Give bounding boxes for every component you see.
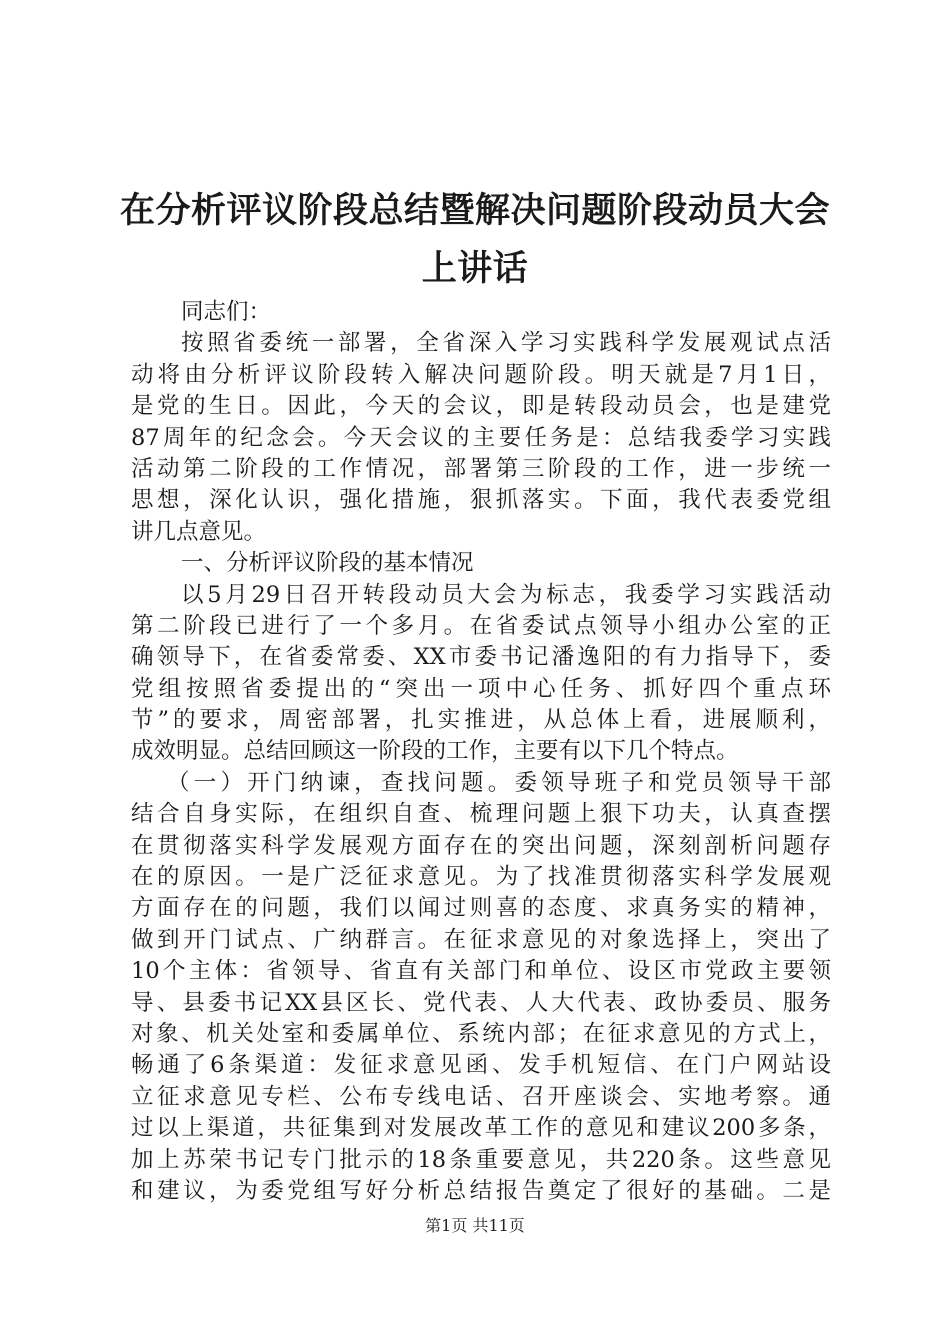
text-line: 同志们： (181, 299, 272, 325)
text-line: 过以上渠道，共征集到对发展改革工作的意见和建议200多条， (131, 1115, 831, 1142)
text-line: 思想，深化认识，强化措施，狠抓落实。下面，我代表委党组 (131, 487, 831, 514)
text-line: 做到开门试点、广纳群言。在征求意见的对象选择上，突出了 (131, 926, 831, 953)
text-line: 87周年的纪念会。今天会议的主要任务是：总结我委学习实践 (131, 424, 831, 451)
title-line-2: 上讲话 (421, 249, 529, 289)
document-body (131, 297, 831, 1207)
document-title (110, 182, 840, 298)
text-line: 对象、机关处室和委属单位、系统内部；在征求意见的方式上， (131, 1020, 831, 1047)
text-line: 一、分析评议阶段的基本情况 (181, 550, 474, 577)
text-line: 第二阶段已进行了一个多月。在省委试点领导小组办公室的正 (131, 612, 831, 639)
text-line: 成效明显。总结回顾这一阶段的工作，主要有以下几个特点。 (131, 738, 739, 765)
text-line: 按照省委统一部署，全省深入学习实践科学发展观试点活 (181, 330, 831, 357)
page-footer: 第1页 共11页 (425, 1216, 525, 1235)
text-line: 以5月29日召开转段动员大会为标志，我委学习实践活动 (181, 581, 831, 608)
text-line: 和建议，为委党组写好分析总结报告奠定了很好的基础。二是 (131, 1177, 831, 1204)
text-line: 是党的生日。因此，今天的会议，即是转段动员会，也是建党 (131, 393, 831, 420)
text-line: （一）开门纳谏，查找问题。委领导班子和党员领导干部 (167, 769, 831, 796)
text-line: 在的原因。一是广泛征求意见。为了找准贯彻落实科学发展观 (131, 864, 831, 891)
text-line: 在贯彻落实科学发展观方面存在的突出问题，深刻剖析问题存 (131, 832, 831, 859)
title-line-1: 在分析评议阶段总结暨解决问题阶段动员大会 (119, 191, 830, 231)
text-line: 10个主体：省领导、省直有关部门和单位、设区市党政主要领 (131, 958, 831, 985)
text-line: 立征求意见专栏、公布专线电话、召开座谈会、实地考察。通 (131, 1083, 831, 1110)
text-line: 节”的要求，周密部署，扎实推进，从总体上看，进展顺利， (131, 707, 831, 734)
text-line: 结合自身实际，在组织自查、梳理问题上狠下功夫，认真查摆 (131, 801, 831, 828)
text-line: 活动第二阶段的工作情况，部署第三阶段的工作，进一步统一 (131, 455, 831, 482)
text-line: 导、县委书记XX县区长、党代表、人大代表、政协委员、服务 (131, 989, 831, 1016)
text-line: 畅通了6条渠道：发征求意见函、发手机短信、在门户网站设 (131, 1052, 831, 1079)
text-line: 党组按照省委提出的“突出一项中心任务、抓好四个重点环 (131, 675, 831, 702)
text-line: 加上苏荣书记专门批示的18条重要意见，共220条。这些意见 (131, 1146, 831, 1173)
text-line: 方面存在的问题，我们以闻过则喜的态度、求真务实的精神， (131, 895, 831, 922)
text-line: 确领导下，在省委常委、XX市委书记潘逸阳的有力指导下，委 (131, 644, 831, 671)
text-line: 动将由分析评议阶段转入解决问题阶段。明天就是7月1日， (131, 361, 831, 388)
text-line: 讲几点意见。 (131, 518, 267, 545)
